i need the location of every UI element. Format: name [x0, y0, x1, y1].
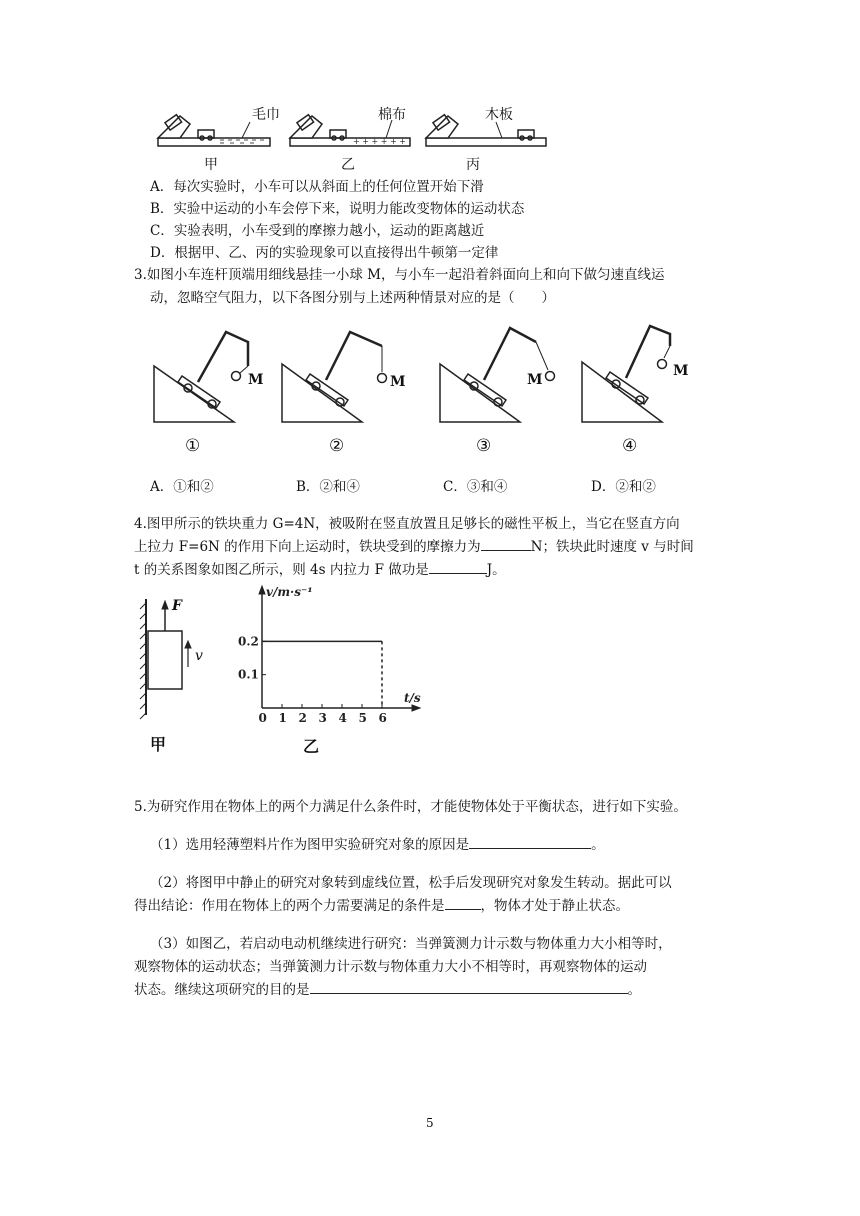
- figure-number-1: ①: [185, 436, 201, 456]
- ramp-caption-yi: 乙: [341, 157, 355, 173]
- q4-stem-line3-start: t 的关系图象如图乙所示，则 4s 内拉力 F 做功是: [134, 562, 429, 578]
- figure-caption-yi: 乙: [303, 737, 320, 756]
- q2-option-a: A．每次实验时，小车可以从斜面上的任何位置开始下滑: [150, 179, 484, 195]
- q4-stem-line2-end: N；铁块此时速度 v 与时间: [530, 539, 694, 555]
- svg-text:+ + + + + +: + + + + + +: [353, 137, 406, 146]
- ramp-caption-jia: 甲: [204, 157, 218, 173]
- q5-part2-line2-start: 得出结论：作用在物体上的两个力需要满足的条件是: [134, 898, 445, 914]
- q5-stem: 5.为研究作用在物体上的两个力满足什么条件时，才能使物体处于平衡状态，进行如下实验。: [134, 799, 687, 815]
- ramp-label-board: 木板: [485, 107, 513, 123]
- x-tick-label-3: 3: [318, 711, 327, 725]
- q4-stem-line2-start: 上拉力 F=6N 的作用下向上运动时，铁块受到的摩擦力为: [134, 539, 481, 555]
- q4-stem-line3-end: J。: [486, 562, 506, 578]
- q5-part1-start: （1）选用轻薄塑料片作为图甲实验研究对象的原因是: [150, 837, 470, 853]
- y-tick-label-0.2: 0.2: [238, 634, 259, 649]
- q5-part2-line2-end: ，物体才处于静止状态。: [480, 898, 629, 914]
- chart-y-label: v/m·s⁻¹: [266, 585, 313, 599]
- q4-stem-line2: [134, 535, 694, 555]
- q4-stem-line1: 4.图甲所示的铁块重力 G=4N，被吸附在竖直放置且足够长的磁性平板上，当它在竖直方向: [134, 516, 680, 532]
- force-label-f: F: [172, 598, 182, 614]
- incline-2: [282, 332, 387, 422]
- q5-part3-line3-start: 状态。继续这项研究的目的是: [134, 982, 310, 998]
- chart-x-axis-arrow: [412, 705, 420, 711]
- q5-part3-line3-end: 。: [627, 982, 641, 998]
- ball-label-1: M: [248, 372, 264, 388]
- part2-answer-blank[interactable]: [445, 895, 481, 910]
- page-number: 5: [426, 1116, 434, 1130]
- figure-number-3: ③: [476, 436, 492, 456]
- q5-part3-line2: 观察物体的运动状态；当弹簧测力计示数与物体重力大小不相等时，再观察物体的运动: [134, 959, 647, 975]
- part3-answer-blank[interactable]: [310, 979, 628, 994]
- q3-option-b: B．②和④: [296, 479, 360, 495]
- q3-option-c: C．③和④: [443, 479, 508, 495]
- q5-part2-line1: （2）将图甲中静止的研究对象转到虚线位置，松手后发现研究对象发生转动。据此可以: [150, 875, 672, 891]
- x-tick-label-6: 6: [378, 711, 387, 725]
- q3-stem-line1: 3.如图小车连杆顶端用细线悬挂一小球 M，与小车一起沿着斜面向上和向下做匀速直线运: [134, 267, 665, 283]
- x-tick-label-5: 5: [358, 711, 367, 725]
- q3-option-d: D．②和②: [591, 479, 656, 495]
- q3-option-a: A．①和②: [150, 479, 214, 495]
- y-tick-label-0.1: 0.1: [238, 667, 259, 682]
- q2-option-d: D．根据甲、乙、丙的实验现象可以直接得出牛顿第一定律: [150, 245, 499, 261]
- figure-caption-jia: 甲: [150, 735, 167, 754]
- x-tick-label-2: 2: [298, 711, 307, 725]
- figure-number-4: ④: [622, 436, 638, 456]
- chart-x-label: t/s: [404, 691, 421, 705]
- velocity-time-chart: [232, 578, 432, 728]
- velocity-label-v: v: [195, 648, 203, 664]
- ball-label-3: M: [527, 372, 543, 388]
- part1-answer-blank[interactable]: [469, 834, 591, 849]
- q5-part3-line3: [134, 978, 641, 998]
- ramp-caption-bing: 丙: [466, 157, 480, 173]
- incline-4: [582, 326, 670, 422]
- figure-number-2: ②: [329, 436, 345, 456]
- ramp-label-towel: 毛巾: [252, 107, 280, 123]
- q3-stem-line2: 动，忽略空气阻力，以下各图分别与上述两种情景对应的是（ ）: [150, 290, 555, 306]
- q5-part1-end: 。: [591, 837, 605, 853]
- ball-label-4: M: [673, 363, 689, 379]
- x-tick-label-0: 0: [258, 711, 267, 725]
- q5-part3-line1: （3）如图乙，若启动电动机继续进行研究：当弹簧测力计示数与物体重力大小相等时，: [150, 936, 672, 952]
- ramp-label-cotton: 棉布: [378, 107, 406, 123]
- q5-part1: [150, 833, 605, 853]
- work-answer-blank[interactable]: [429, 559, 487, 574]
- q3-inclines-figure: [150, 318, 690, 428]
- x-tick-label-1: 1: [278, 711, 287, 725]
- q2-option-b: B．实验中运动的小车会停下来，说明力能改变物体的运动状态: [150, 201, 525, 217]
- incline-1: [154, 332, 248, 422]
- x-tick-label-4: 4: [338, 711, 347, 725]
- q5-part2-line2: [134, 894, 629, 914]
- friction-answer-blank[interactable]: [481, 536, 531, 551]
- chart-y-axis-arrow: [259, 586, 265, 594]
- q4-stem-line3: [134, 558, 506, 578]
- ball-label-2: M: [390, 374, 406, 390]
- q2-option-c: C．实验表明，小车受到的摩擦力越小，运动的距离越近: [150, 223, 485, 239]
